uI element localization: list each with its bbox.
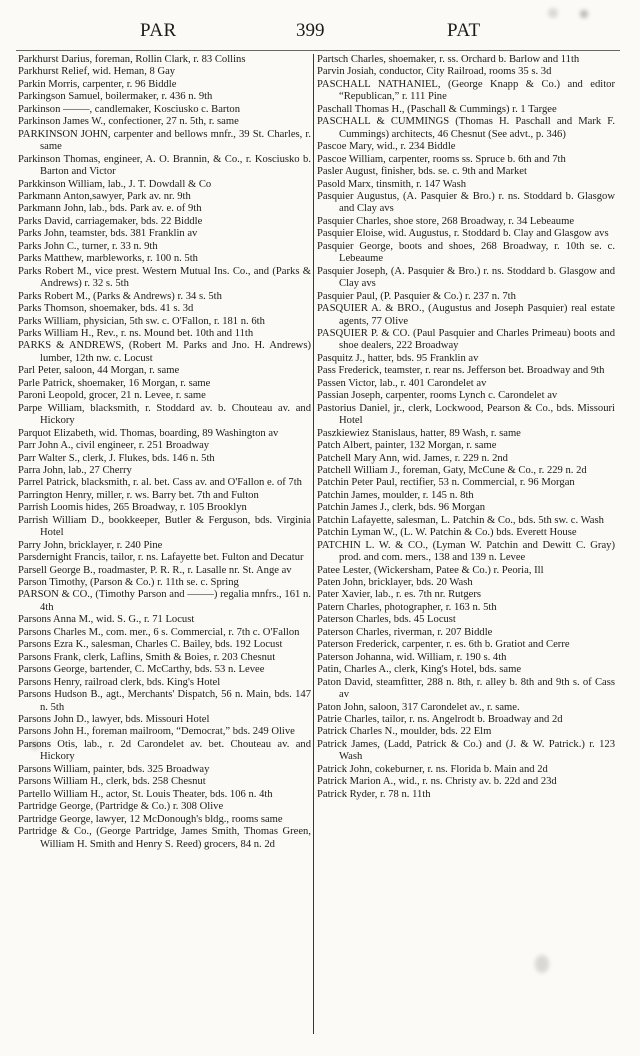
directory-entry: Patee Lester, (Wickersham, Patee & Co.) r. Peoria, Ill (317, 564, 544, 576)
directory-entry: Parkingson Samuel, boilermaker, r. 436 n. 9th (18, 91, 213, 103)
directory-entry: Paton John, saloon, 317 Carondelet av., r. same. (317, 701, 520, 713)
directory-entry: Parsons William H., clerk, bds. 258 Chesnut (18, 776, 206, 788)
directory-entry: Parks John C., turner, r. 33 n. 9th (18, 240, 158, 252)
directory-entry: Parr Walter S., clerk, J. Flukes, bds. 146 n. 5th (18, 452, 215, 464)
directory-entry: Parsons Otis, lab., r. 2d Carondelet av. bet. Chouteau av. and Hickory (18, 738, 311, 763)
directory-entry: Parks William, physician, 5th sw. c. O'Fallon, r. 181 n. 6th (18, 315, 265, 327)
directory-entry: Pasquier Charles, shoe store, 268 Broadway, r. 34 Lebeaume (317, 215, 575, 227)
directory-entry: Partridge George, (Partridge & Co.) r. 308 Olive (18, 801, 224, 813)
directory-entry: Parry John, bricklayer, r. 240 Pine (18, 539, 163, 551)
directory-entry: Parsons Henry, railroad clerk, bds. King's Hotel (18, 676, 221, 688)
paper-stain (548, 8, 558, 18)
header-rule (16, 50, 620, 51)
directory-entry: PARSON & CO., (Timothy Parson and ——–) regalia mnfrs., 161 n. 4th (18, 589, 311, 613)
directory-entry: Paterson Frederick, carpenter, r. es. 6th b. Gratiot and Cerre (317, 639, 570, 651)
directory-entry: Pasquier Paul, (P. Pasquier & Co.) r. 237 n. 7th (317, 290, 516, 302)
directory-entry: Parrington Henry, miller, r. ws. Barry bet. 7th and Fulton (18, 489, 259, 501)
directory-entry: Parkhurst Relief, wid. Heman, 8 Gay (18, 66, 176, 78)
directory-entry: Parkmann John, lab., bds. Park av. e. of 9th (18, 203, 202, 215)
directory-entry: Partello William H., actor, St. Louis Theater, bds. 106 n. 4th (18, 788, 273, 800)
right-guide-word: PAT (447, 20, 481, 41)
directory-entry: Pasold Marx, tinsmith, r. 147 Wash (317, 178, 467, 190)
directory-entry: Parks Matthew, marbleworks, r. 100 n. 5th (18, 253, 198, 265)
directory-entry: Parsons George, bartender, C. McCarthy, bds. 53 n. Levee (18, 664, 265, 676)
directory-entry: Parsons John H., foreman mailroom, “Democrat,” bds. 249 Olive (18, 726, 295, 738)
directory-entry: Parsdernight Francis, tailor, r. ns. Lafayette bet. Fulton and Decatur (18, 552, 304, 564)
page-header (0, 20, 640, 48)
directory-entry: Pascoe Mary, wid., r. 234 Biddle (317, 141, 456, 153)
directory-entry: Patrick Ryder, r. 78 n. 11th (317, 788, 431, 800)
directory-entry: Passen Victor, lab., r. 401 Carondelet av (317, 377, 487, 389)
directory-entry: Parl Peter, saloon, 44 Morgan, r. same (18, 365, 180, 377)
directory-entry: Paszkiewiez Stanislaus, hatter, 89 Wash, r. same (317, 427, 521, 439)
directory-entry: Parson Timothy, (Parson & Co.) r. 11th se. c. Spring (18, 577, 239, 589)
directory-entry: Patchin Lyman W., (L. W. Patchin & Co.) bds. Everett House (317, 527, 577, 539)
directory-entry: Parrish William D., bookkeeper, Butler & Ferguson, bds. Virginia Hotel (18, 514, 311, 539)
directory-entry: Paterson Charles, riverman, r. 207 Biddle (317, 626, 493, 638)
directory-entry: Paterson Charles, bds. 45 Locust (317, 614, 456, 626)
directory-entry: Parks John, teamster, bds. 381 Franklin av (18, 228, 198, 240)
directory-entry: Patern Charles, photographer, r. 163 n. 5th (317, 601, 497, 613)
directory-entry: Parkkinson William, lab., J. T. Dowdall & Co (18, 178, 212, 190)
directory-entry: Parks Robert M., (Parks & Andrews) r. 34 s. 5th (18, 290, 222, 302)
directory-entry: Pascoe William, carpenter, rooms ss. Spruce b. 6th and 7th (317, 153, 566, 165)
directory-entry: Parquot Elizabeth, wid. Thomas, boarding, 89 Washington av (18, 427, 279, 439)
directory-entry: Parsons Ezra K., salesman, Charles C. Bailey, bds. 192 Locust (18, 639, 283, 651)
directory-entry: Paten John, bricklayer, bds. 20 Wash (317, 577, 473, 589)
directory-entry: Partridge & Co., (George Partridge, James Smith, Thomas Green, William H. Smith and Henry S. Reed) grocers, 84 n. 2d (18, 826, 311, 850)
directory-entry: Passian Joseph, carpenter, rooms Lynch c. Carondelet av (317, 390, 558, 402)
directory-entry: Parkmann Anton,sawyer, Park av. nr. 9th (18, 190, 191, 202)
directory-entry: Parkhurst Darius, foreman, Rollin Clark, r. 83 Collins (18, 54, 246, 65)
directory-entry: Patrick James, (Ladd, Patrick & Co.) and (J. & W. Patrick.) r. 123 Wash (317, 738, 615, 763)
paper-stain (535, 955, 549, 973)
directory-entry: Parr John A., civil engineer, r. 251 Broadway (18, 440, 210, 452)
directory-entry: Parsons Charles M., com. mer., 6 s. Commercial, r. 7th c. O'Fallon (18, 626, 300, 638)
directory-entry: Parsons Hudson B., agt., Merchants' Dispatch, 56 n. Main, bds. 147 n. 5th (18, 689, 311, 713)
directory-entry: Patchell Mary Ann, wid. James, r. 229 n. 2nd (317, 452, 508, 464)
column-divider (313, 54, 314, 1034)
left-guide-word: PAR (140, 20, 177, 41)
directory-entry: Parks Robert M., vice prest. Western Mutual Ins. Co., and (Parks & Andrews) r. 32 s. 5th (18, 265, 311, 290)
directory-entry: Parrel Patrick, blacksmith, r. al. bet. Cass av. and O'Fallon e. of 7th (18, 477, 302, 489)
directory-entry: PASCHALL NATHANIEL, (George Knapp & Co.) and editor “Republican,” r. 111 Pine (317, 78, 615, 103)
directory-entry: Parle Patrick, shoemaker, 16 Morgan, r. same (18, 377, 211, 389)
directory-entry: Parkinson ——–, candlemaker, Kosciusko c. Barton (18, 103, 240, 115)
directory-entry: Paton David, steamfitter, 288 n. 8th, r. alley b. 8th and 9th s. of Cass av (317, 676, 615, 701)
directory-entry: Patchin James, moulder, r. 145 n. 8th (317, 489, 474, 501)
directory-entry: Parks William H., Rev., r. ns. Mound bet. 10th and 11th (18, 327, 254, 339)
directory-entry: Parks Thomson, shoemaker, bds. 41 s. 3d (18, 303, 194, 315)
directory-entry: Pasquier George, boots and shoes, 268 Broadway, r. 10th se. c. Lebeaume (317, 240, 615, 265)
directory-entry: Partridge George, lawyer, 12 McDonough's bldg., rooms same (18, 813, 283, 825)
directory-entry: Patrick Charles N., moulder, bds. 22 Elm (317, 726, 492, 738)
directory-entry: PASCHALL & CUMMINGS (Thomas H. Paschall and Mark F. Cummings) architects, 46 Chesnut (See advt., p. 346) (317, 116, 615, 140)
directory-entry: Parvin Josiah, conductor, City Railroad, rooms 35 s. 3d (317, 66, 552, 78)
directory-entry: PARKINSON JOHN, carpenter and bellows mnfr., 39 St. Charles, r. same (18, 128, 311, 153)
directory-entry: Parsons William, painter, bds. 325 Broadway (18, 763, 210, 775)
directory-entry: Parsons Frank, clerk, Laflins, Smith & Boies, r. 203 Chesnut (18, 651, 276, 663)
directory-entry: Partsch Charles, shoemaker, r. ss. Orchard b. Barlow and 11th (317, 54, 580, 65)
directory-entry: Patchin James J., clerk, bds. 96 Morgan (317, 502, 486, 514)
directory-entry: Patin, Charles A., clerk, King's Hotel, bds. same (317, 664, 522, 676)
left-column (18, 54, 311, 851)
directory-entry: Parpe William, blacksmith, r. Stoddard av. b. Chouteau av. and Hickory (18, 402, 311, 427)
directory-entry: Parrish Loomis hides, 265 Broadway, r. 105 Brooklyn (18, 502, 247, 514)
directory-entry: Parra John, lab., 27 Cherry (18, 464, 132, 476)
directory-entry: Parkin Morris, carpenter, r. 96 Biddle (18, 78, 177, 90)
directory-entry: Pass Frederick, teamster, r. rear ns. Jefferson bet. Broadway and 9th (317, 365, 605, 377)
directory-entry: Patrick John, cokeburner, r. ns. Florida b. Main and 2d (317, 763, 548, 775)
directory-entry: Patch Albert, painter, 132 Morgan, r. same (317, 440, 497, 452)
directory-entry: Parkinson Thomas, engineer, A. O. Brannin, & Co., r. Kosciusko b. Barton and Victor (18, 153, 311, 178)
directory-entry: PARKS & ANDREWS, (Robert M. Parks and Jno. H. Andrews) lumber, 12th nw. c. Locust (18, 340, 311, 364)
directory-entry: PASQUIER A. & BRO., (Augustus and Joseph Pasquier) real estate agents, 77 Olive (317, 303, 615, 327)
directory-entry: Pasquier Joseph, (A. Pasquier & Bro.) r. ns. Stoddard b. Glasgow and Clay avs (317, 265, 615, 290)
directory-entry: Parsons John D., lawyer, bds. Missouri Hotel (18, 714, 210, 726)
directory-entry: Patchin Lafayette, salesman, L. Patchin & Co., bds. 5th sw. c. Wash (317, 514, 604, 526)
directory-entry: Paterson Johanna, wid. William, r. 190 s. 4th (317, 651, 507, 663)
directory-entry: Parsons Anna M., wid. S. G., r. 71 Locust (18, 614, 195, 626)
directory-entry: PASQUIER P. & CO. (Paul Pasquier and Charles Primeau) boots and shoe dealers, 222 Broadway (317, 327, 615, 352)
directory-entry: Parsell George B., roadmaster, P. R. R., r. Lasalle nr. St. Ange av (18, 564, 292, 576)
directory-entry: Patrie Charles, tailor, r. ns. Angelrodt b. Broadway and 2d (317, 714, 563, 726)
right-column (317, 54, 615, 801)
directory-entry: Pater Xavier, lab., r. es. 7th nr. Rutgers (317, 589, 482, 601)
directory-entry: Pasler August, finisher, bds. se. c. 9th and Market (317, 166, 527, 178)
page-number: 399 (296, 20, 325, 41)
directory-entry: Parks David, carriagemaker, bds. 22 Biddle (18, 215, 203, 227)
directory-entry: Pastorius Daniel, jr., clerk, Lockwood, Pearson & Co., bds. Missouri Hotel (317, 402, 615, 427)
directory-entry: Paroni Leopold, grocer, 21 n. Levee, r. same (18, 390, 206, 402)
directory-entry: Parkinson James W., confectioner, 27 n. 5th, r. same (18, 116, 239, 128)
directory-entry: Patchin Peter Paul, rectifier, 53 n. Commercial, r. 96 Morgan (317, 477, 575, 489)
directory-entry: Paschall Thomas H., (Paschall & Cummings) r. 1 Targee (317, 103, 557, 115)
paper-stain (580, 10, 588, 18)
directory-entry: Pasquier Augustus, (A. Pasquier & Bro.) r. ns. Stoddard b. Glasgow and Clay avs (317, 190, 615, 215)
directory-entry: Patchell William J., foreman, Gaty, McCune & Co., r. 229 n. 2d (317, 464, 587, 476)
directory-entry: PATCHIN L. W. & CO., (Lyman W. Patchin and Dewitt C. Gray) prod. and com. mers., 138 and 139 n. Levee (317, 539, 615, 564)
directory-entry: Pasquier Eloise, wid. Augustus, r. Stoddard b. Clay and Glasgow avs (317, 228, 609, 240)
directory-entry: Pasquitz J., hatter, bds. 95 Franklin av (317, 352, 479, 364)
directory-entry: Patrick Marion A., wid., r. ns. Christy av. b. 22d and 23d (317, 776, 557, 788)
